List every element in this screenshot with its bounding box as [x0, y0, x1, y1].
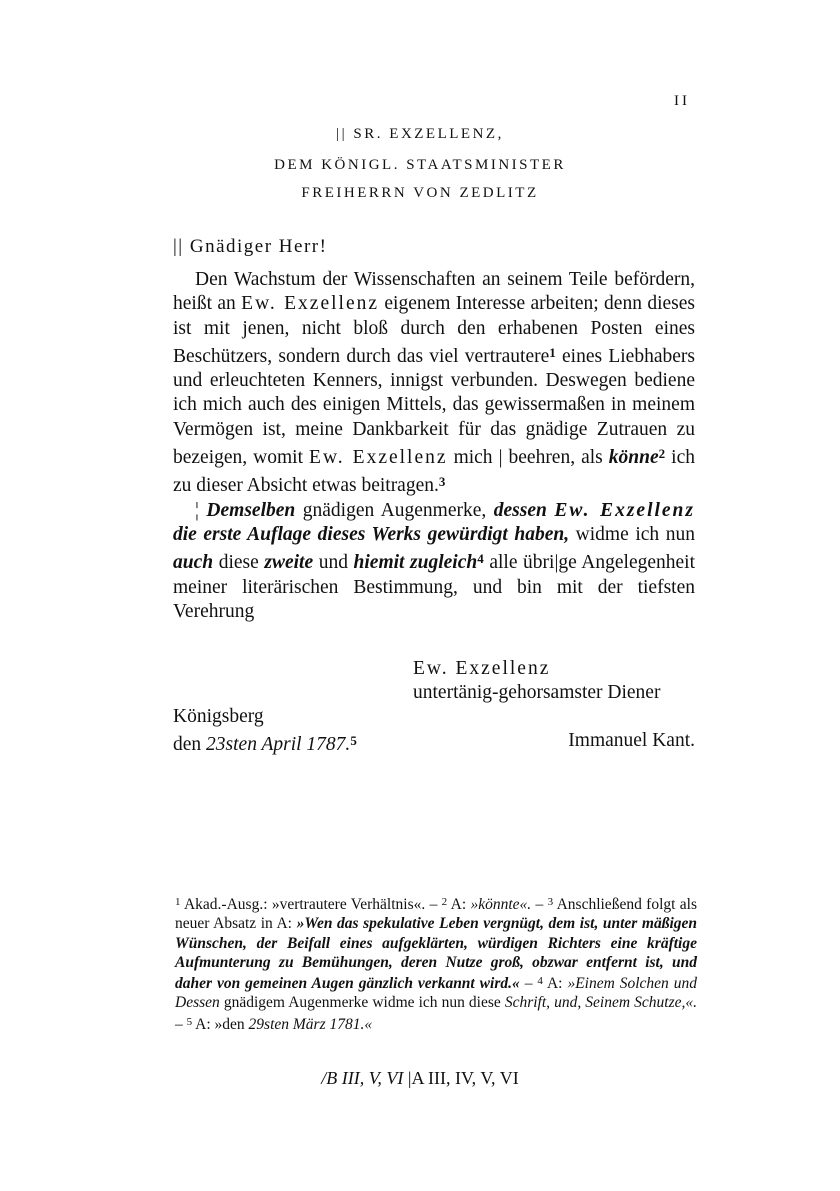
dedication-line-1: || SR. EXZELLENZ,: [336, 126, 504, 142]
page-number: II: [674, 93, 690, 109]
signature: Immanuel Kant.: [568, 730, 695, 751]
closing-line-2: untertänig-gehorsamster Diener: [413, 682, 661, 703]
date: den 23sten April 1787.$^5$: [173, 733, 357, 755]
paragraph-1: Den Wachstum der Wissenschaften an seinem Teile befördern, heißt an Ew. Exzellenz eigenem Interesse arbeiten; denn dieses ist mit jenen, nicht bloß durch den erhabenen Posten eines Beschützers, sondern durch das viel vertrautere$^1$ eines Liebhabers und erleuchteten Kenners, innigst verbunden. Deswegen bediene ich mich auch des einigen Mittels, das gewissermaßen in meinem Vermögen ist, meine Dankbarkeit für das gnädige Zutrauen zu bezeigen, womit Ew. Exzellenz mich | beehren, als könne$^2$ ich zu dieser Absicht etwas beitragen.$^3$: [173, 269, 695, 497]
dedication-line-2: DEM KÖNIGL. STAATSMINISTER: [274, 157, 566, 173]
paragraph-2: ¦ Demselben gnädigen Augenmerke, dessen Ew. Exzellenz die erste Auflage dieses Werks gewürdigt haben, widme ich nun auch diese zweite und hiemit zugleich$^4$ alle übri|ge Angelegenheit meiner literärischen Bestimmung, und bin mit der tiefsten Verehrung: [173, 499, 695, 622]
place: Königsberg: [173, 706, 264, 727]
closing-line-1: Ew. Exzellenz: [413, 658, 551, 679]
letter-body: [173, 268, 695, 624]
salutation: || Gnädiger Herr!: [173, 236, 328, 257]
footnotes: $^1$ Akad.-Ausg.: »vertrautere Verhältnis«. – $^2$ A: »könnte«. – $^3$ Anschließend folgt als neuer Absatz in A: »Wen das spekulative Leben vergnügt, dem ist, unter mäßigen Wünschen, der Beifall eines aufgeklärten, würdigen Richters eine kräftige Aufmunterung zu Bemühungen, deren Nutze groß, obzwar entfernt ist, und daher von gemeinen Augen gänzlich verkannt wird.« – $^4$ A: »Einem Solchen und Dessen gnädigem Augenmerke widme ich nun diese Schrift, und, Seinem Schutze,«. – $^5$ A: »den 29sten März 1781.«: [175, 896, 698, 1033]
edition-paging: /B III, V, VI |A III, IV, V, VI: [321, 1068, 519, 1088]
dedication-line-3: FREIHERRN VON ZEDLITZ: [301, 185, 539, 201]
